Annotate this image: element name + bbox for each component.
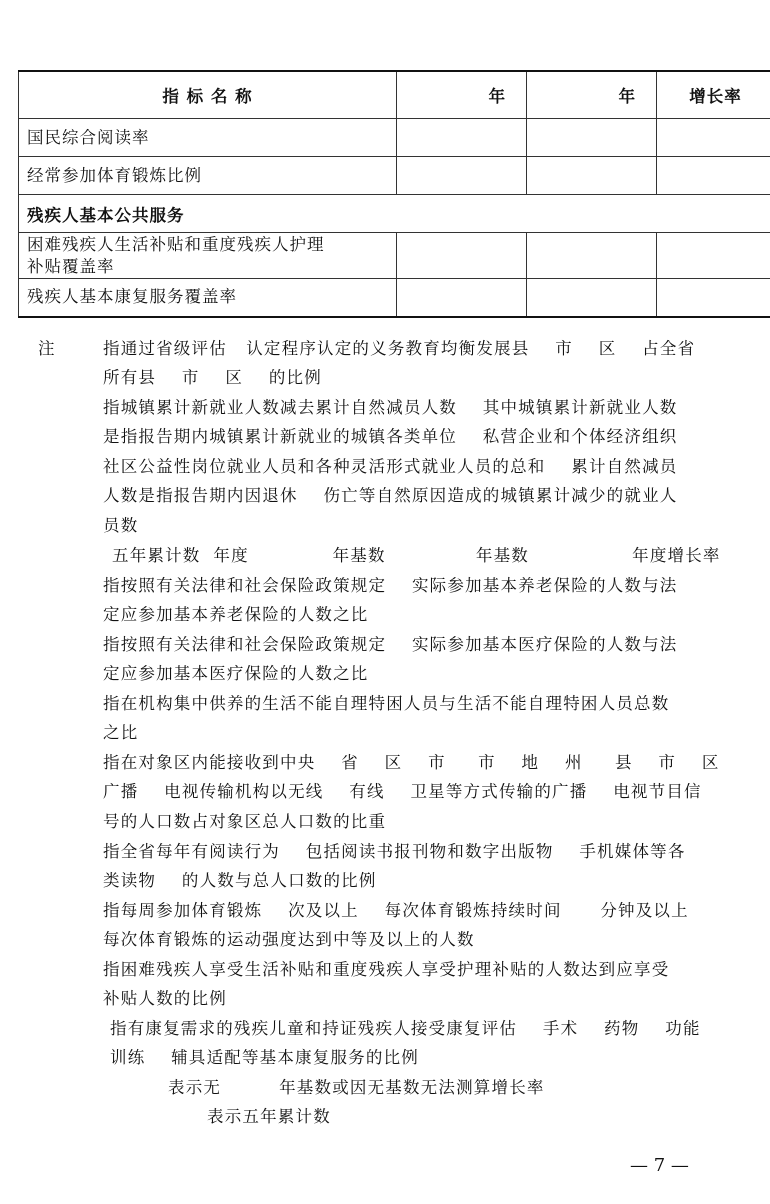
note-line: 是指报告期内城镇累计新就业的城镇各类单位 私营企业和个体经济组织: [103, 427, 678, 446]
note-line: 定应参加基本医疗保险的人数之比: [103, 664, 369, 683]
row-name: [19, 233, 397, 279]
note-line: 指按照有关法律和社会保险政策规定 实际参加基本医疗保险的人数与法: [103, 635, 678, 654]
note-line: 类读物 的人数与总人口数的比例: [103, 871, 377, 890]
note-line: 表示五年累计数: [207, 1107, 331, 1126]
row-name: 经常参加体育锻炼比例: [19, 157, 397, 195]
note-line: 五年累计数 年度 年基数 年基数 年度增长率: [112, 546, 721, 565]
notes-label: 注: [38, 339, 56, 358]
table-section-row: [19, 195, 770, 233]
row-cell: [397, 157, 527, 195]
note-line: 指在对象区内能接收到中央 省 区 市 市 地 州 县 市 区: [103, 753, 720, 772]
row-cell: [657, 279, 770, 317]
note-line: 指全省每年有阅读行为 包括阅读书报刊物和数字出版物 手机媒体等各: [103, 842, 686, 861]
row-name-line-2: 补贴覆盖率: [27, 256, 115, 276]
note-line: 指在机构集中供养的生活不能自理特困人员与生活不能自理特困人员总数: [103, 694, 670, 713]
row-cell: [527, 233, 657, 279]
table-row: [19, 119, 770, 157]
note-line: 补贴人数的比例: [103, 989, 227, 1008]
note-line: 表示无 年基数或因无基数无法测算增长率: [168, 1078, 545, 1097]
note-line: 定应参加基本养老保险的人数之比: [103, 605, 369, 624]
indicator-table: [18, 70, 770, 318]
row-name-line-1: 困难残疾人生活补贴和重度残疾人护理: [27, 234, 325, 254]
note-line: 广播 电视传输机构以无线 有线 卫星等方式传输的广播 电视节目信: [103, 782, 702, 801]
table-row: [19, 279, 770, 317]
note-line: 所有县 市 区 的比例: [103, 368, 322, 387]
row-cell: [527, 157, 657, 195]
page-number: — 7 —: [630, 1155, 689, 1176]
note-line: 号的人口数占对象区总人口数的比重: [103, 812, 387, 831]
row-cell: [397, 119, 527, 157]
row-cell: [527, 279, 657, 317]
note-line: 指城镇累计新就业人数减去累计自然减员人数 其中城镇累计新就业人数: [103, 398, 678, 417]
note-line: 员数: [103, 516, 139, 535]
note-line: 指有康复需求的残疾儿童和持证残疾人接受康复评估 手术 药物 功能: [110, 1019, 701, 1038]
note-line: 指每周参加体育锻炼 次及以上 每次体育锻炼持续时间 分钟及以上: [103, 901, 689, 920]
note-line: 之比: [103, 723, 139, 742]
note-line: 指通过省级评估 认定程序认定的义务教育均衡发展县 市 区 占全省: [103, 339, 696, 358]
row-name: 国民综合阅读率: [19, 119, 397, 157]
row-cell: [397, 279, 527, 317]
row-cell: [657, 157, 770, 195]
row-cell: [657, 119, 770, 157]
row-cell: [657, 233, 770, 279]
note-line: 每次体育锻炼的运动强度达到中等及以上的人数: [103, 930, 475, 949]
note-line: 社区公益性岗位就业人员和各种灵活形式就业人员的总和 累计自然减员: [103, 457, 678, 476]
header-year-1: 年: [397, 71, 527, 119]
note-line: 指困难残疾人享受生活补贴和重度残疾人享受护理补贴的人数达到应享受: [103, 960, 670, 979]
header-growth-rate: 增长率: [657, 71, 770, 119]
table-row: [19, 233, 770, 279]
row-cell: [527, 119, 657, 157]
table-header-row: [19, 71, 770, 119]
section-title: 残疾人基本公共服务: [19, 195, 770, 233]
row-name: 残疾人基本康复服务覆盖率: [19, 279, 397, 317]
row-cell: [397, 233, 527, 279]
header-indicator-name: 指 标 名 称: [19, 71, 397, 119]
table-row: [19, 157, 770, 195]
note-line: 训练 辅具适配等基本康复服务的比例: [110, 1048, 419, 1067]
header-year-2: 年: [527, 71, 657, 119]
note-line: 指按照有关法律和社会保险政策规定 实际参加基本养老保险的人数与法: [103, 576, 678, 595]
note-line: 人数是指报告期内因退休 伤亡等自然原因造成的城镇累计减少的就业人: [103, 486, 678, 505]
